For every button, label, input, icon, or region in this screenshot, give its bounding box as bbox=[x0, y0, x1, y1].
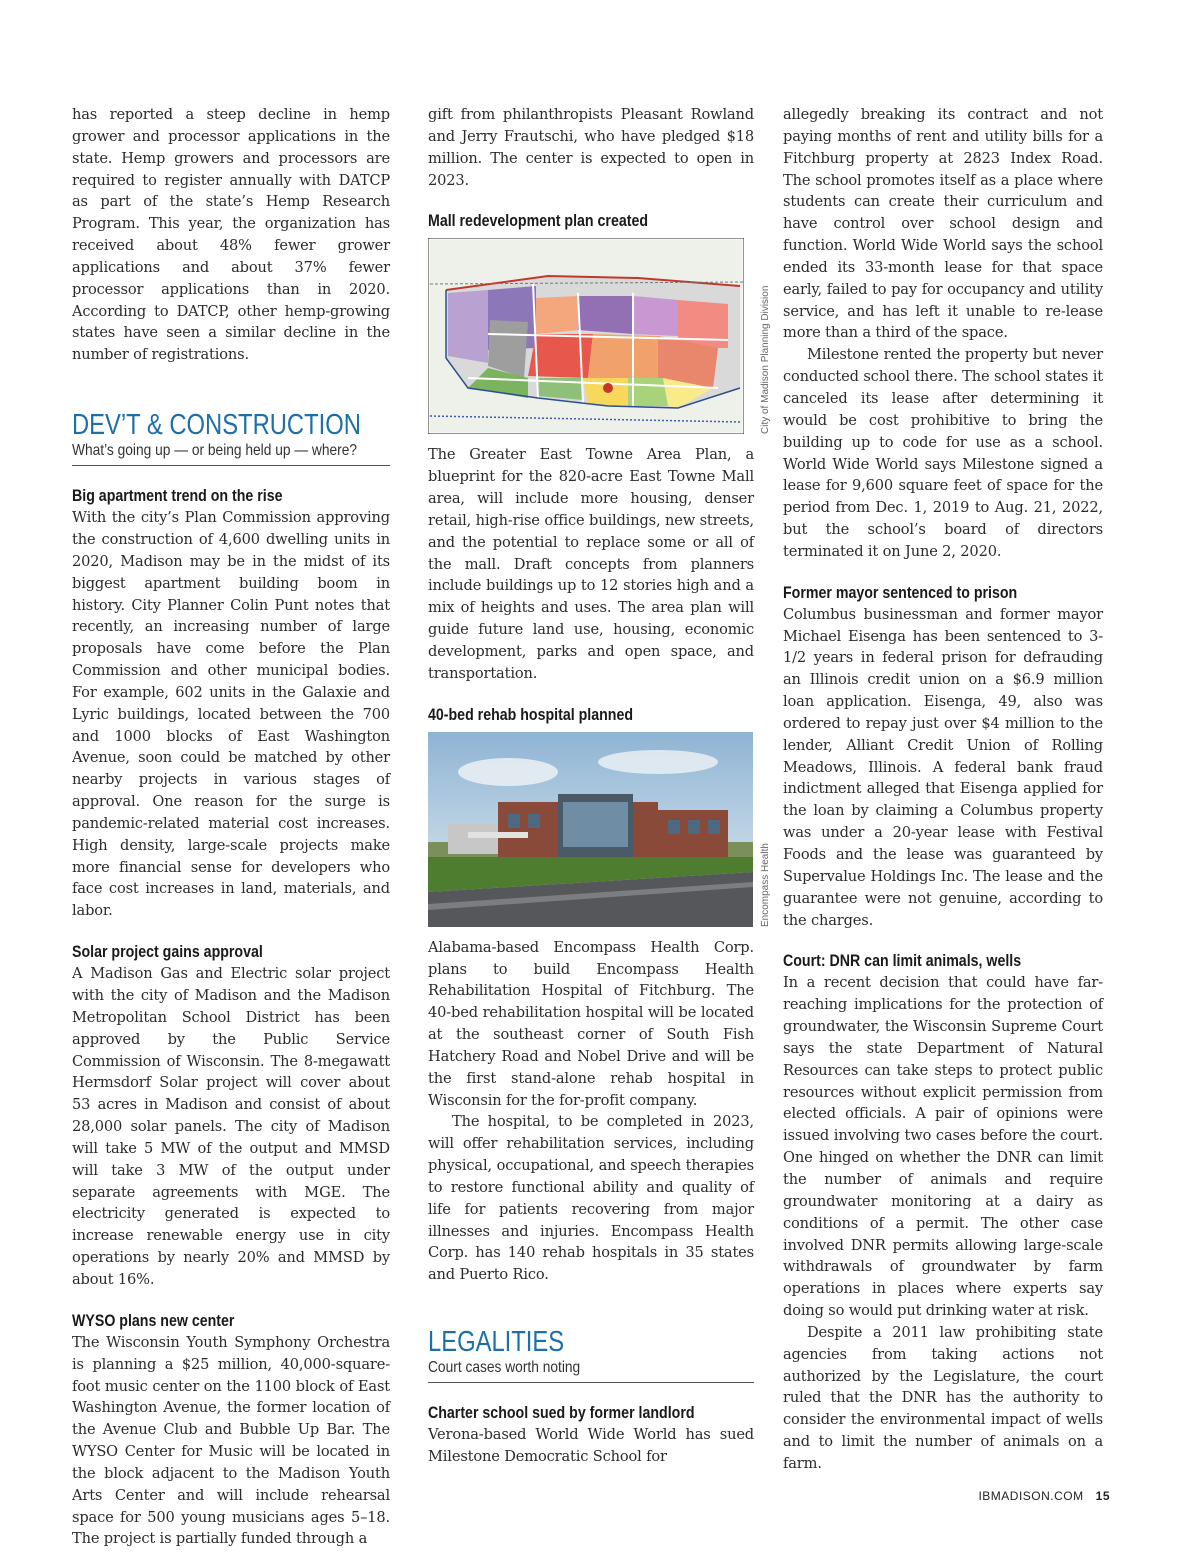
section-subtitle-legalities: Court cases worth noting bbox=[428, 1359, 581, 1377]
charter-continued-paragraph: allegedly breaking its contract and not paying months of rent and utility bills for a Fitchburg property at 2823 Index Road. The school promotes itself as a place where students can create their curriculum and have control over school design and function. World Wide World says the school ended its 33-month lease for that space early, failed to pay for occupancy and utility service, and has left it unable to re-lease more than a third of the space. bbox=[783, 106, 1103, 342]
mall-paragraph: The Greater East Towne Area Plan, a blueprint for the 820-acre East Towne Mall area, will include more housing, denser retail, high-rise office buildings, new streets, and the potential to replace some or all of the mall. Draft concepts from planners include buildings up to 12 stories high and a mix of heights and uses. The area plan will guide future land use, housing, economic development, parks and open space, and transportation. bbox=[428, 446, 754, 682]
headline-rehab: 40-bed rehab hospital planned bbox=[428, 705, 634, 724]
section-subtitle-development: What’s going up — or being held up — where? bbox=[72, 442, 358, 460]
dnr-paragraph-1: In a recent decision that could have far-reaching implications for the protection of groundwater, the Wisconsin Supreme Court says the state Department of Natural Resources can take steps to protect public resources without explicit permission from elected officials. A pair of opinions were issued involving two cases before the court. One hinged on whether the DNR can limit the number of animals and require groundwater monitoring at a dairy as conditions of a permit. The other case involved DNR permits allowing large-scale withdrawals of groundwater by farm operations in places where experts say doing so would put drinking water at risk. bbox=[783, 974, 1103, 1320]
headline-solar: Solar project gains approval bbox=[72, 943, 263, 962]
rehab-paragraph-2: The hospital, to be completed in 2023, will offer rehabilitation services, including physical, occupational, and speech therapies to restore functional ability and quality of life for patients recovering from major illnesses and injuries. Encompass Health Corp. has 140 rehab hospitals in 35 states and Puerto Rico. bbox=[428, 1113, 754, 1284]
charter-paragraph-2: Milestone rented the property but never conducted school there. The school states it canceled its lease after determining it would be cost prohibitive to bring the building up to code for use as a school. World Wide World says Milestone signed a lease for 9,600 square feet of space for the period from Dec. 1, 2019 to Aug. 21, 2022, but the school’s board of directors terminated it on June 2, 2020. bbox=[783, 346, 1103, 560]
solar-paragraph: A Madison Gas and Electric solar project with the city of Madison and the Madison Metropolitan School District has been approved by the Public Service Commission of Wisconsin. The 8-megawatt Hermsdorf Solar project will cover about 53 acres in Madison and consist of about 28,000 solar panels. The city of Madison will take 5 MW of the output and MMSD will take 3 MW of the output under separate agreements with MGE. The electricity generated is expected to increase renewable energy use in city operations by nearly 20% and MMSD by about 16%. bbox=[72, 965, 390, 1288]
column-3 bbox=[783, 104, 1103, 1475]
map-credit: City of Madison Planning Division bbox=[760, 285, 771, 435]
wyso-paragraph: The Wisconsin Youth Symphony Orchestra is planning a $25 million, 40,000-square-foot music center on the 1100 block of East Washington Avenue, the former location of the Avenue Club and Bubble Up Bar. The WYSO Center for Music will be located in the block adjacent to the Madison Youth Arts Center and will include rehearsal space for 500 young musicians ages 5–18. The project is partially funded through a bbox=[72, 1333, 390, 1548]
headline-wyso: WYSO plans new center bbox=[72, 1311, 235, 1330]
hospital-rendering bbox=[428, 732, 771, 927]
headline-dnr: Court: DNR can limit animals, wells bbox=[783, 952, 1022, 971]
headline-mayor: Former mayor sentenced to prison bbox=[783, 583, 1018, 602]
mall-plan-map-graphic bbox=[428, 238, 744, 434]
hemp-continued-paragraph: has reported a steep decline in hemp grower and processor applications in the state. Hemp growers and processors are required to register annually with DATCP as part of the state’s Hemp Research Program. This year, the organization has received about 48% fewer grower applications and about 37% fewer processor applications than in 2020. According to DATCP, other hemp-growing states have seen a similar decline in the number of registrations. bbox=[72, 106, 390, 364]
wyso-continued-paragraph: gift from philanthropists Pleasant Rowland and Jerry Frautschi, who have pledged $18 million. The center is expected to open in 2023. bbox=[428, 106, 754, 189]
photo-credit: Encompass Health bbox=[760, 842, 771, 927]
section-title-legalities: LEGALITIES bbox=[428, 1326, 565, 1359]
section-title-development: DEV’T & CONSTRUCTION bbox=[72, 409, 361, 442]
column-2 bbox=[428, 104, 771, 1468]
apartment-paragraph: With the city’s Plan Commission approving the construction of 4,600 dwelling units in 2020, Madison may be in the midst of its biggest apartment building boom in history. City Planner Colin Punt notes that recently, an increasing number of large proposals have come before the Plan Commission and other municipal bodies. For example, 602 units in the Galaxie and Lyric buildings, located between the 700 and 1000 blocks of East Washington Avenue, soon could be matched by other nearby projects in various stages of approval. One reason for the surge is pandemic-related material cost increases. High density, large-scale projects make more financial sense for developers who face cost increases in land, materials, and labor. bbox=[72, 509, 390, 920]
headline-mall: Mall redevelopment plan created bbox=[428, 212, 649, 231]
headline-charter: Charter school sued by former landlord bbox=[428, 1404, 695, 1423]
page-footer bbox=[978, 1489, 1110, 1503]
hospital-rendering-graphic bbox=[428, 732, 753, 927]
rehab-paragraph-1: Alabama-based Encompass Health Corp. plans to build Encompass Health Rehabilitation Hospital of Fitchburg. The 40-bed rehabilitation hospital will be located at the southeast corner of South Fish Hatchery Road and Nobel Drive and will be the first stand-alone rehab hospital in Wisconsin for the for-profit company. bbox=[428, 938, 754, 1109]
headline-apartment: Big apartment trend on the rise bbox=[72, 487, 283, 506]
page-number: 15 bbox=[1095, 1489, 1110, 1503]
column-1 bbox=[72, 104, 390, 1550]
footer-site: IBMADISON.COM bbox=[978, 1489, 1084, 1503]
charter-paragraph: Verona-based World Wide World has sued Milestone Democratic School for bbox=[428, 1426, 754, 1465]
dnr-paragraph-2: Despite a 2011 law prohibiting state agencies from taking actions not authorized by the Legislature, the court ruled that the DNR has the authority to consider the environmental impact of wells and to limit the number of animals on a farm. bbox=[783, 1323, 1103, 1472]
mayor-paragraph: Columbus businessman and former mayor Michael Eisenga has been sentenced to 3-1/2 years in federal prison for defrauding an Illinois credit union on a $6.9 million loan application. Eisenga, 49, also was ordered to repay just over $4 million to the lender, Alliant Credit Union of Rolling Meadows, Illinois. A federal bank fraud indictment alleged that Eisenga applied for the loan by claiming a Columbus property was under a 20-year lease with Festival Foods and the lease was guaranteed by Supervalue Holdings Inc. The lease and the guarantee were not genuine, according to the charges. bbox=[783, 605, 1103, 929]
mall-plan-map bbox=[428, 238, 771, 435]
